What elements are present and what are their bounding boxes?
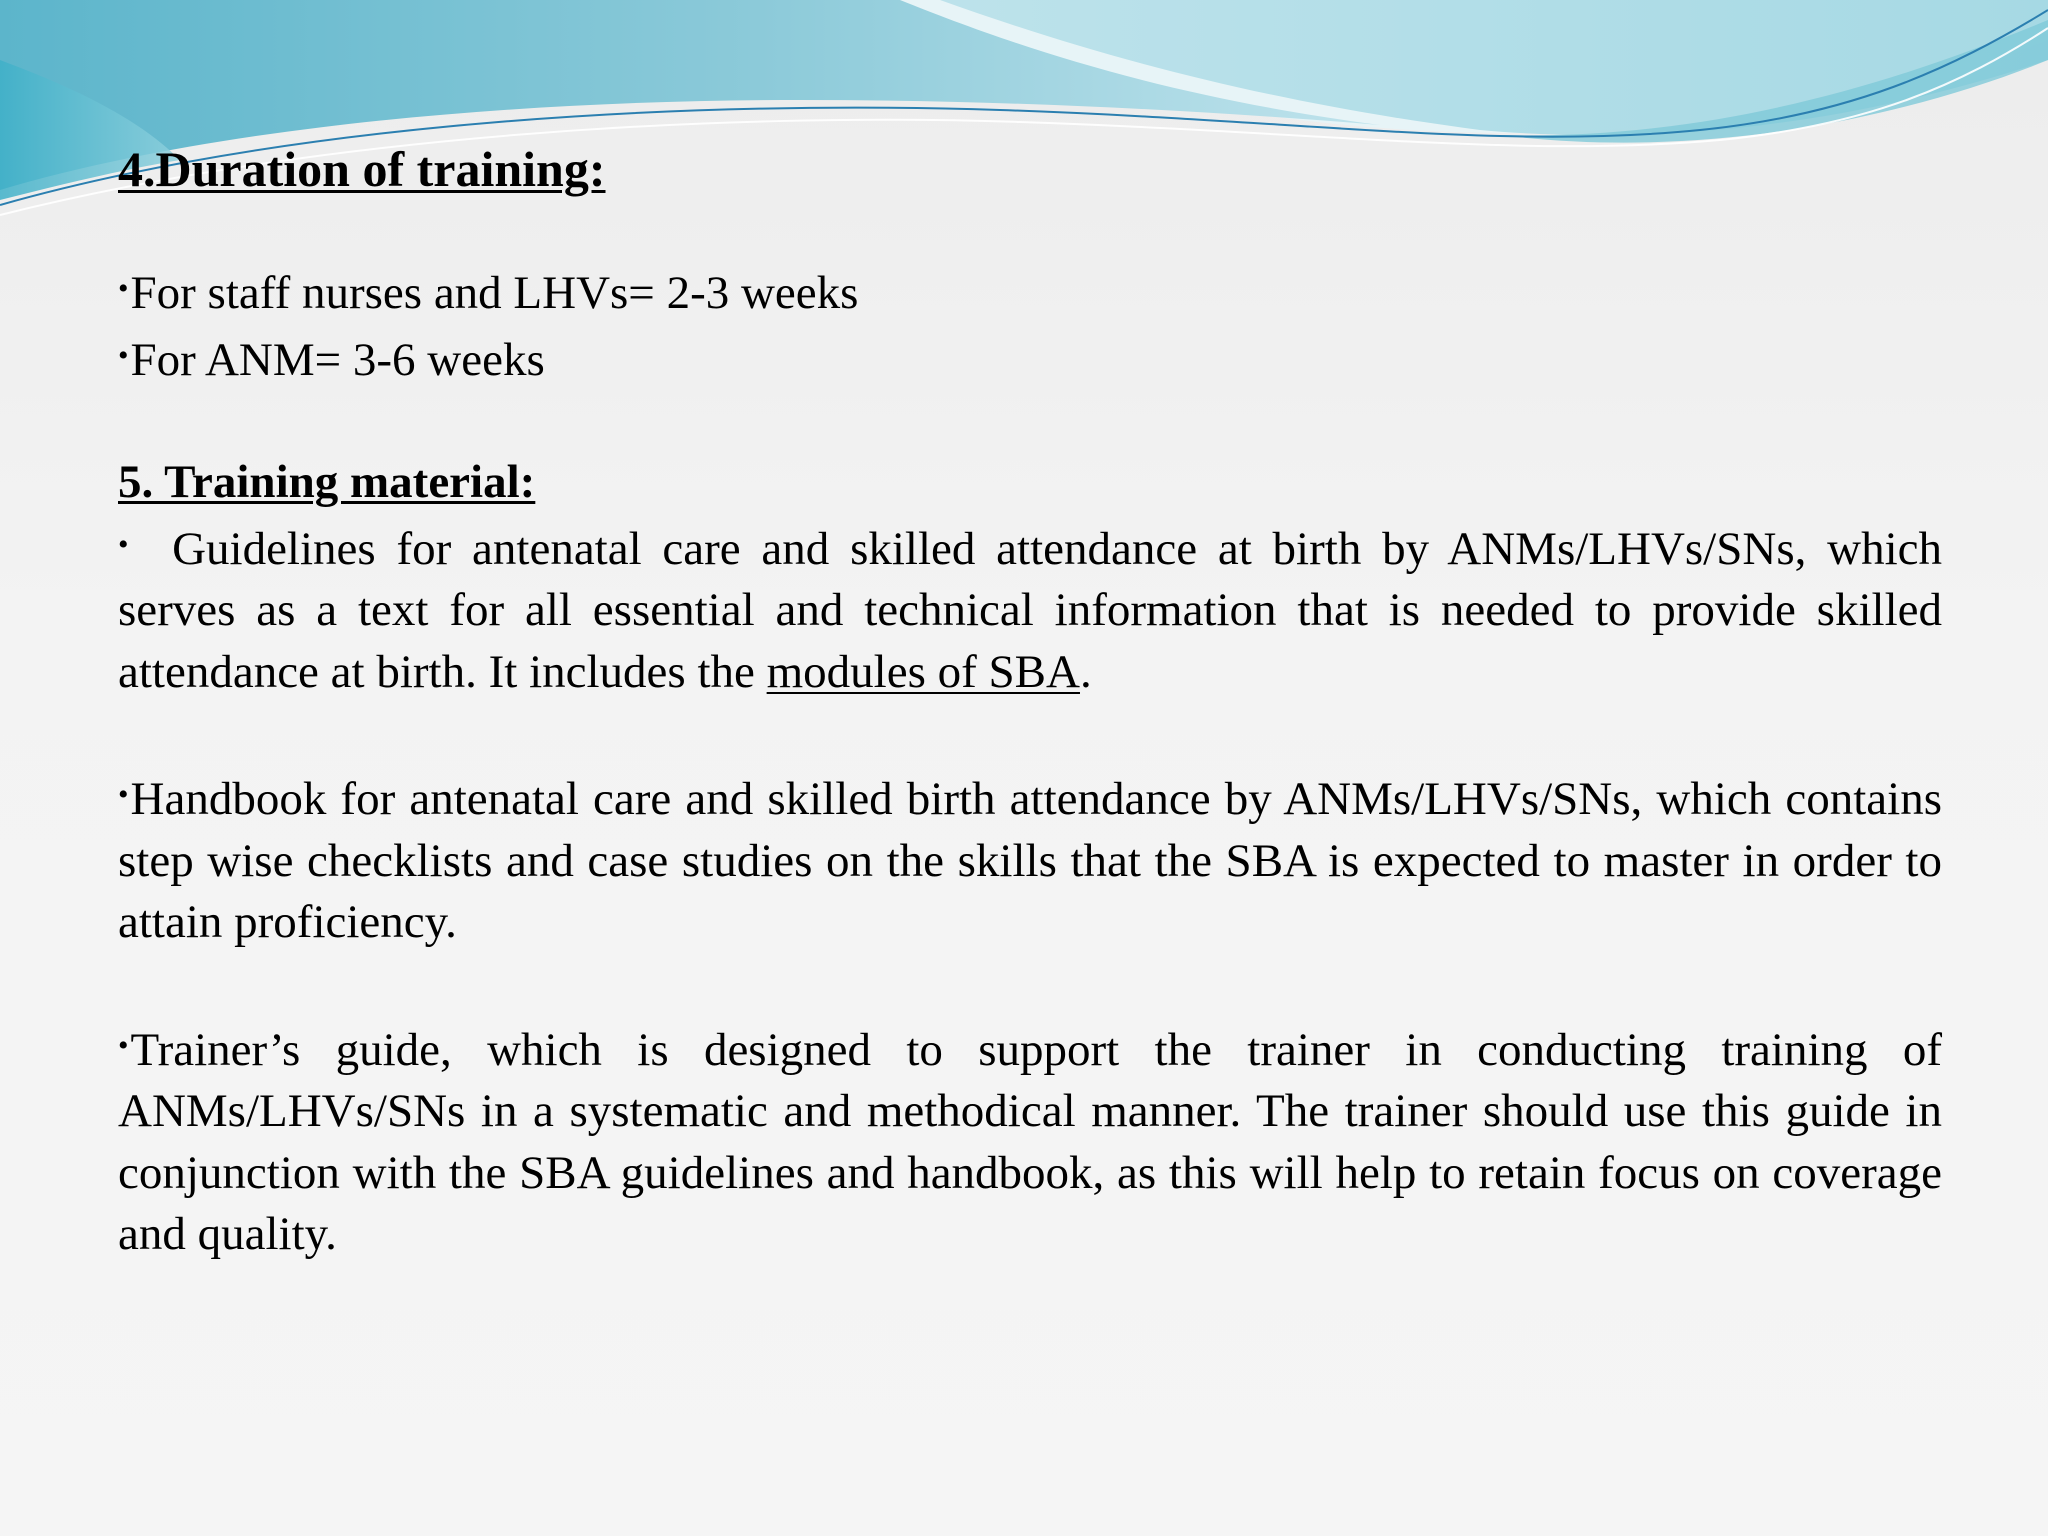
slide-content bbox=[118, 134, 1942, 1266]
section-4-heading: 4.Duration of training: bbox=[118, 141, 606, 197]
modules-of-sba-link[interactable]: modules of SBA bbox=[766, 645, 1080, 698]
bullet-text: Guidelines for antenatal care and skilled attendance at birth by ANMs/LHVs/SNs, which serves as a text for all essential and technical information that is needed to provide skilled attendance at birth. It includes the bbox=[118, 522, 1942, 698]
bullet-icon: • bbox=[118, 272, 129, 305]
section-5-heading: 5. Training material: bbox=[118, 456, 536, 508]
bullet-icon: • bbox=[118, 338, 129, 372]
bullet-text: For staff nurses and LHVs= 2-3 weeks bbox=[130, 267, 859, 319]
bullet-staff-nurses-duration bbox=[118, 258, 1942, 325]
bullet-text-end: . bbox=[1079, 645, 1092, 698]
bullet-trainers-guide bbox=[118, 1015, 1942, 1266]
bullet-handbook bbox=[118, 764, 1942, 954]
bullet-anm-duration bbox=[118, 325, 1942, 392]
bullet-guidelines bbox=[118, 514, 1942, 704]
bullet-icon: • bbox=[118, 1028, 129, 1062]
bullet-icon: • bbox=[118, 527, 129, 561]
bullet-text: For ANM= 3-6 weeks bbox=[130, 333, 545, 386]
bullet-icon: • bbox=[118, 778, 129, 811]
bullet-text: Handbook for antenatal care and skilled birth attendance by ANMs/LHVs/SNs, which contains step wise checklists and case studies on the skills that the SBA is expected to master in order to attain proficiency. bbox=[118, 773, 1942, 948]
bullet-text: Trainer’s guide, which is designed to support the trainer in conducting training of ANMs/LHVs/SNs in a systematic and methodical manner. The trainer should use this guide in conjunction with the SBA guidelines and handbook, as this will help to retain focus on coverage and quality. bbox=[118, 1023, 1942, 1260]
